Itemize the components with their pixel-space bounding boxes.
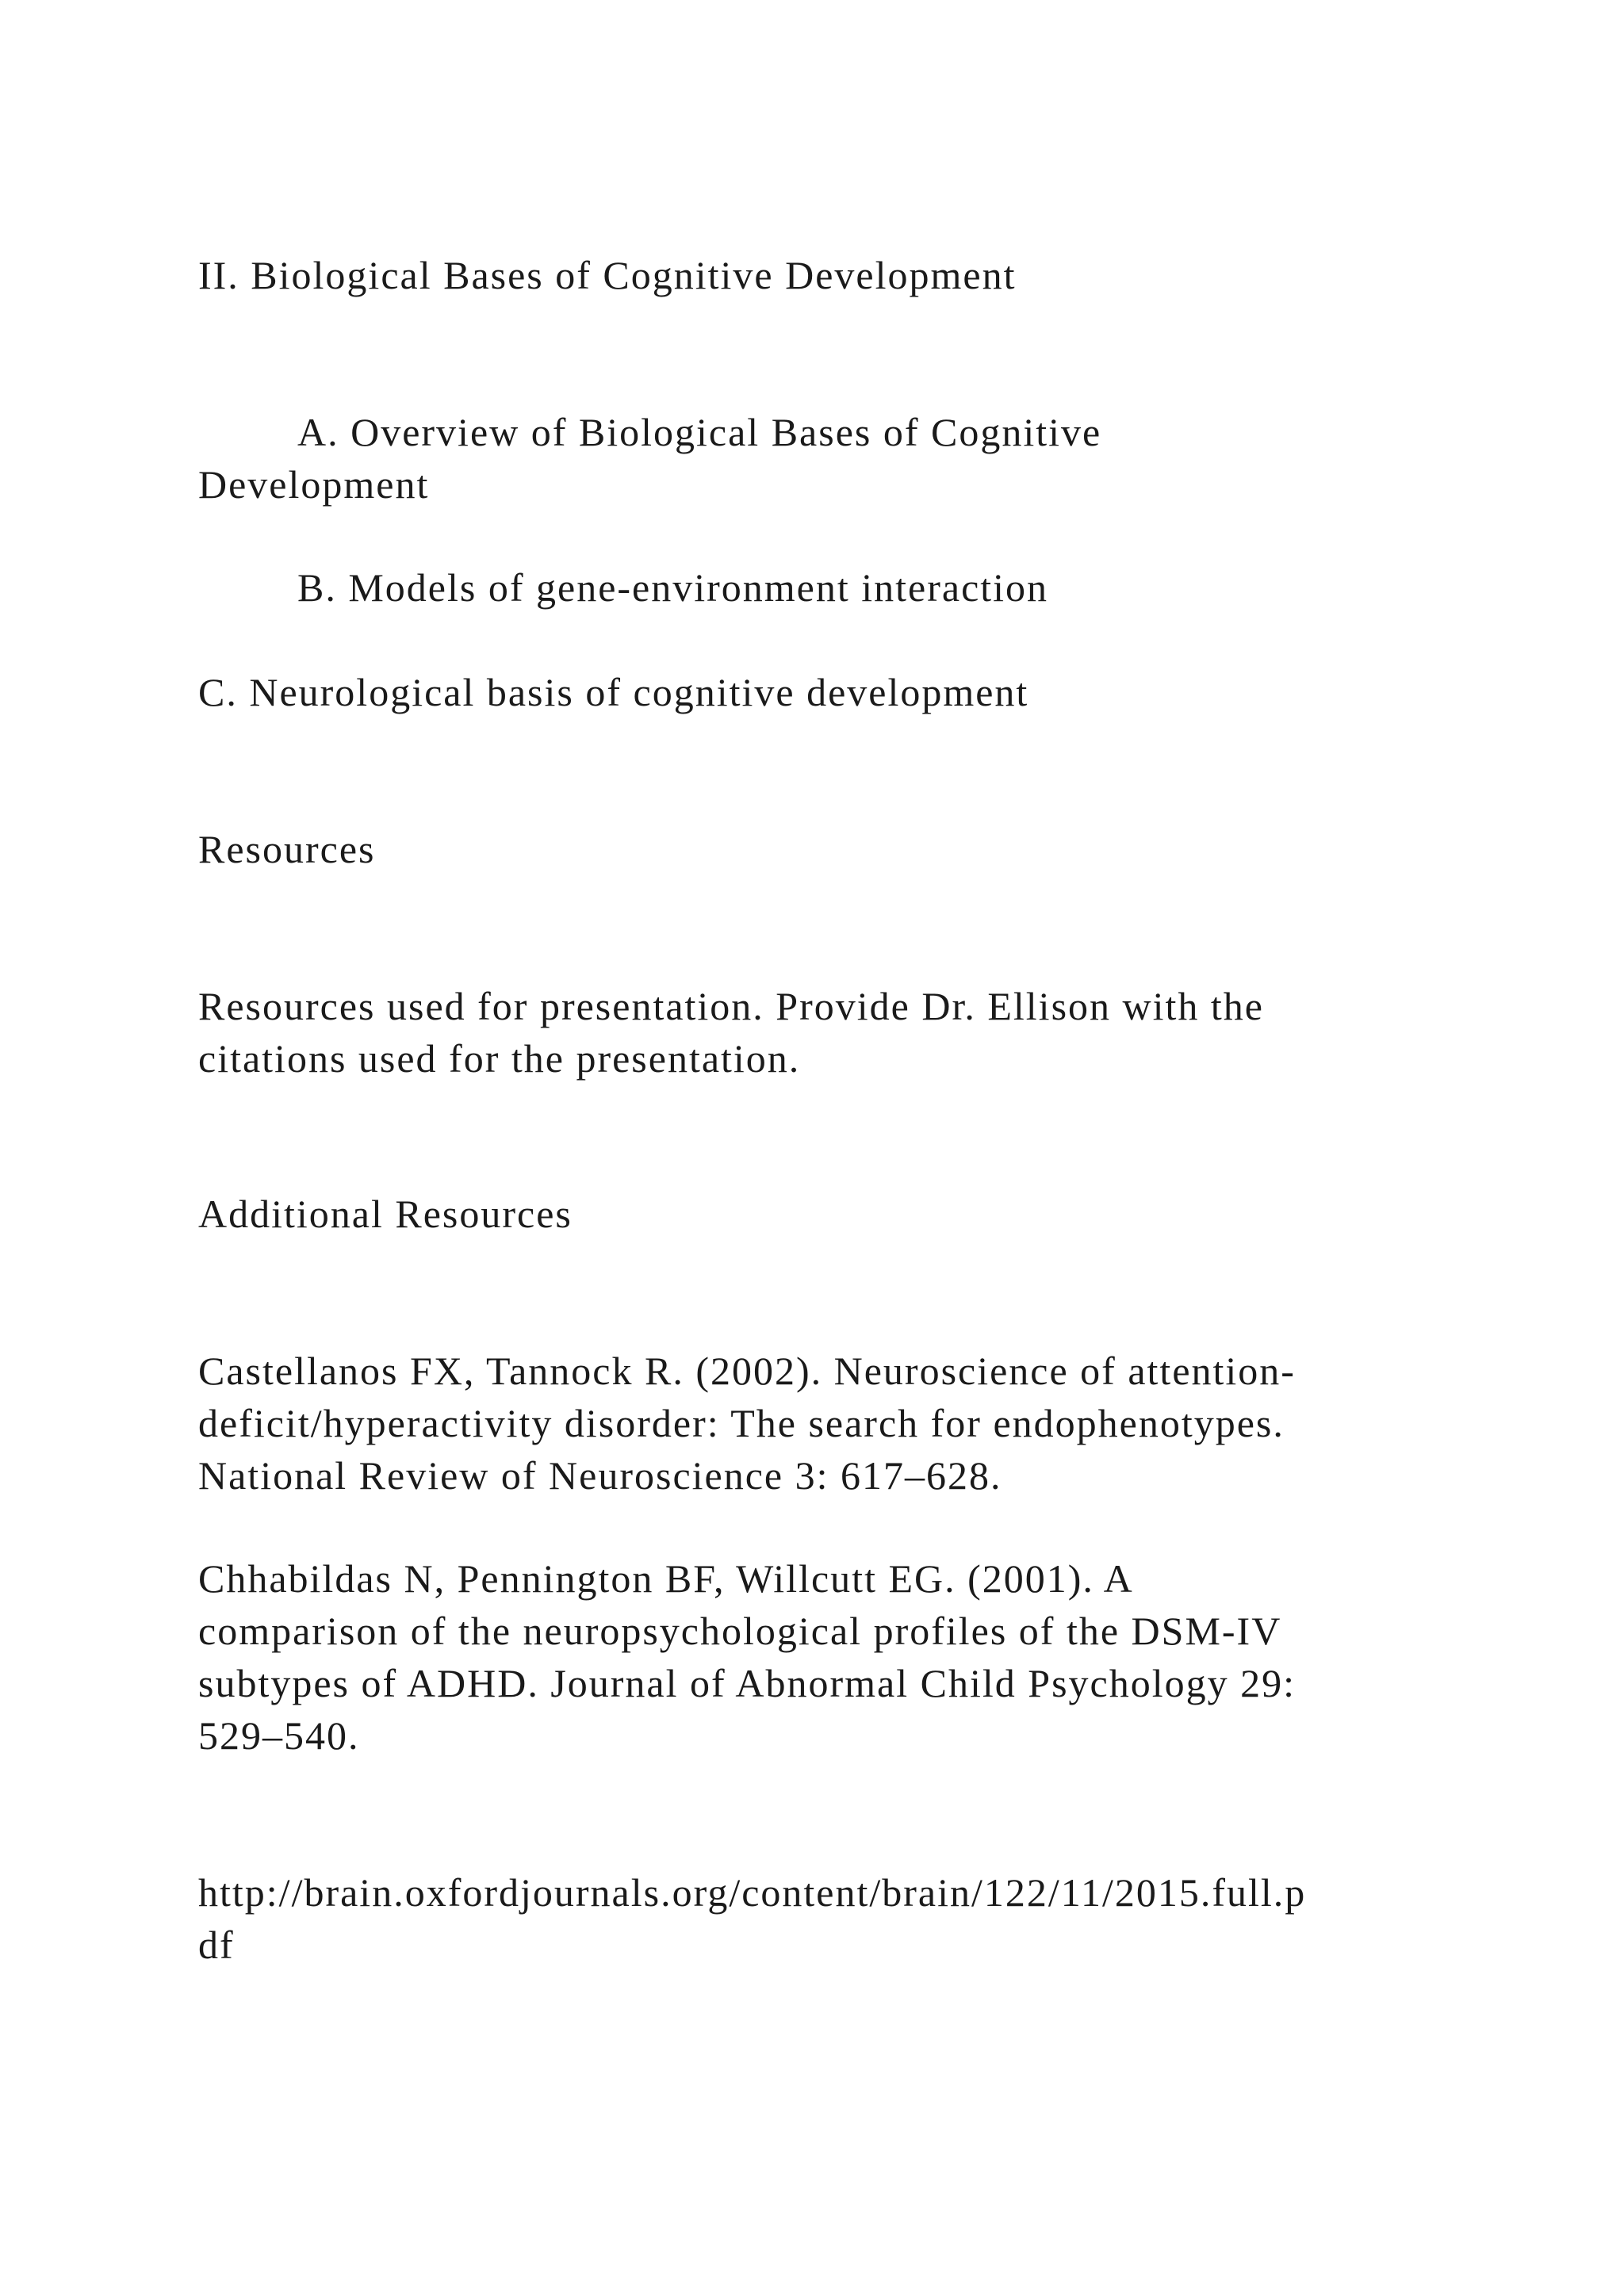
outline-item-a-continuation: Development [198,462,430,507]
citation-chhabildas-line: Chhabildas N, Pennington BF, Willcutt EG. (2001). A [198,1556,1134,1601]
section-heading: II. Biological Bases of Cognitive Development [198,253,1017,297]
citation-chhabildas-line: subtypes of ADHD. Journal of Abnormal Child Psychology 29: [198,1661,1297,1705]
reference-url-line: df [198,1923,235,1967]
citation-castellanos-line: deficit/hyperactivity disorder: The search for endophenotypes. [198,1401,1285,1445]
outline-item-a: A. Overview of Biological Bases of Cognitive [297,410,1102,454]
citation-chhabildas-line: comparison of the neuropsychological profiles of the DSM-IV [198,1609,1282,1653]
resources-body-line: citations used for the presentation. [198,1036,801,1081]
citation-castellanos-line: Castellanos FX, Tannock R. (2002). Neuroscience of attention- [198,1349,1296,1393]
outline-item-b: B. Models of gene-environment interaction [297,565,1049,610]
resources-body-line: Resources used for presentation. Provide Dr. Ellison with the [198,984,1264,1028]
outline-item-c: C. Neurological basis of cognitive development [198,670,1029,714]
reference-url-line: http://brain.oxfordjournals.org/content/brain/122/11/2015.full.p [198,1870,1307,1915]
additional-resources-heading: Additional Resources [198,1192,573,1236]
citation-castellanos-line: National Review of Neuroscience 3: 617–628. [198,1453,1002,1498]
citation-chhabildas-line: 529–540. [198,1713,360,1758]
resources-heading: Resources [198,827,376,871]
